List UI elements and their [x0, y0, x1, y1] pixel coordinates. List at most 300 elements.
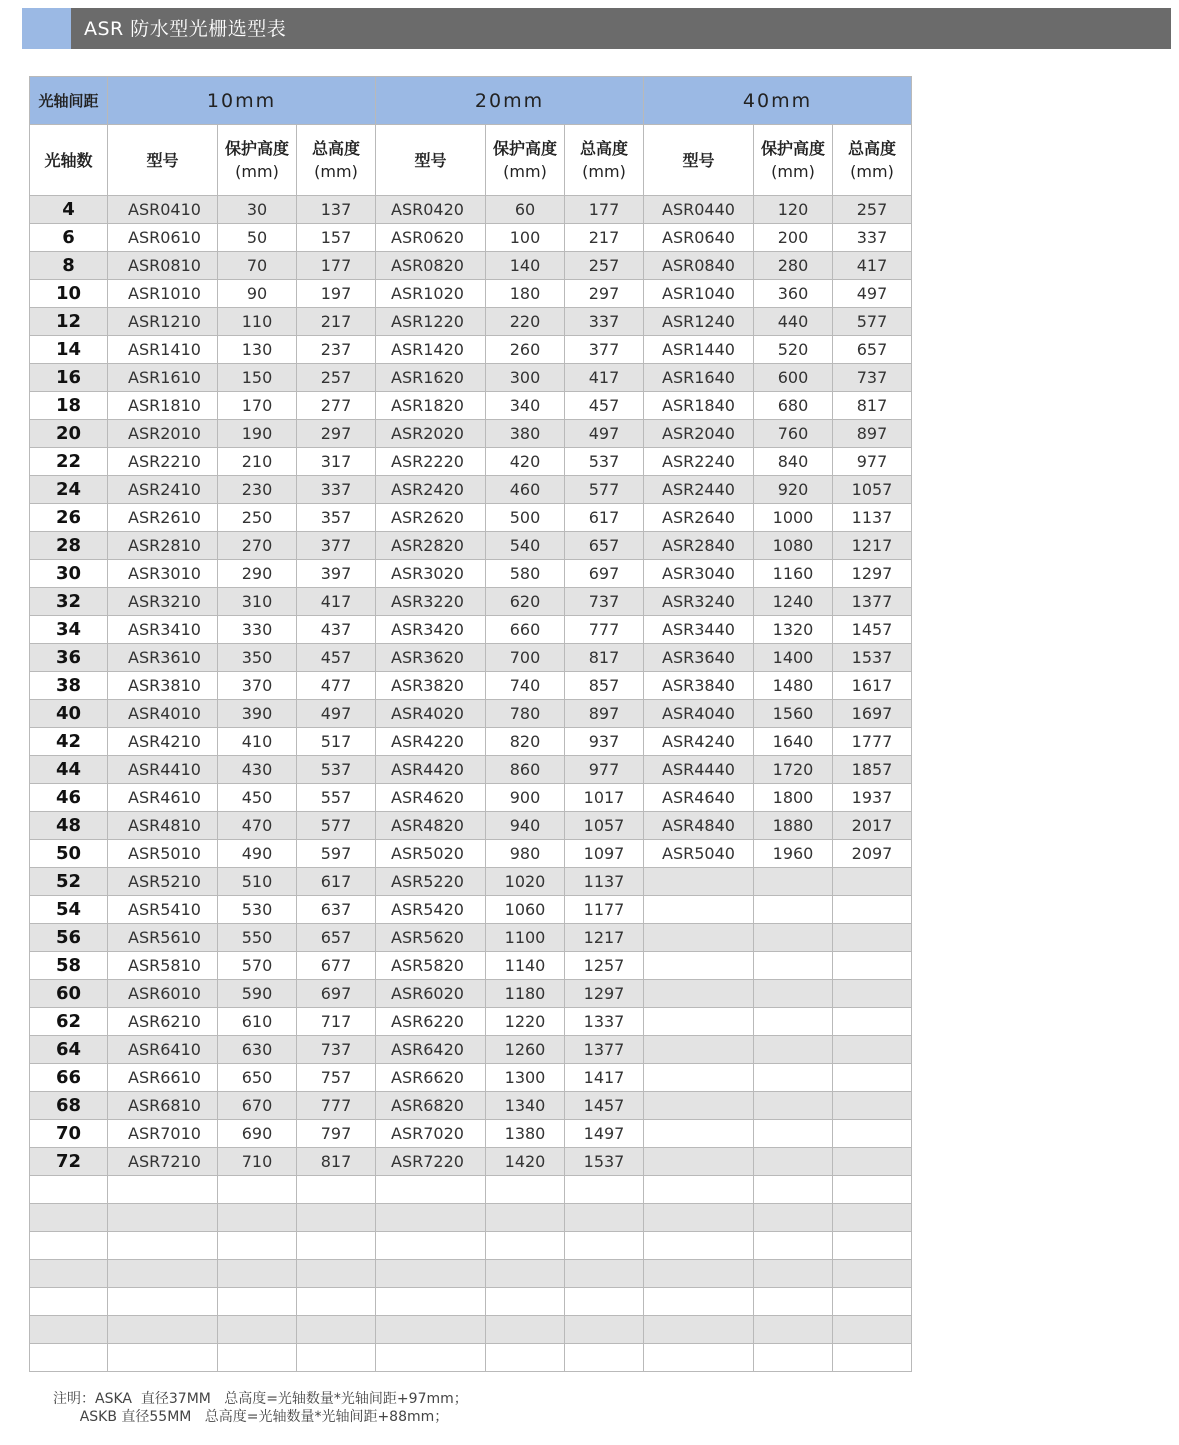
model-10mm-cell: ASR0810 [108, 252, 218, 280]
total-height-20mm-cell: 777 [565, 616, 644, 644]
table-row [30, 924, 912, 952]
total-height-10mm-cell: 397 [297, 560, 376, 588]
total-height-10mm-cell: 377 [297, 532, 376, 560]
model-20mm-cell: ASR7020 [376, 1120, 486, 1148]
model-20mm-cell: ASR7220 [376, 1148, 486, 1176]
protect-height-10mm-cell [218, 1176, 297, 1204]
total-height-20mm-cell [565, 1288, 644, 1316]
model-40mm-cell [644, 1148, 754, 1176]
total-height-20mm-cell: 617 [565, 504, 644, 532]
protect-height-10mm-cell: 510 [218, 868, 297, 896]
protect-height-10mm-cell: 690 [218, 1120, 297, 1148]
model-20mm-cell: ASR6620 [376, 1064, 486, 1092]
axis-count-cell: 54 [30, 896, 108, 924]
total-height-20mm-cell: 817 [565, 644, 644, 672]
table-row [30, 588, 912, 616]
unit-label: (mm) [503, 162, 547, 181]
model-20mm-cell [376, 1232, 486, 1260]
model-20mm-cell: ASR2820 [376, 532, 486, 560]
protect-height-20mm-cell: 580 [486, 560, 565, 588]
model-40mm-cell: ASR3440 [644, 616, 754, 644]
model-20mm-cell: ASR5220 [376, 868, 486, 896]
total-height-20mm-cell: 1057 [565, 812, 644, 840]
protect-height-10mm-cell: 530 [218, 896, 297, 924]
table-row [30, 756, 912, 784]
table-row [30, 1064, 912, 1092]
total-height-20mm-cell: 1297 [565, 980, 644, 1008]
model-10mm-cell: ASR5610 [108, 924, 218, 952]
model-10mm-cell [108, 1232, 218, 1260]
table-row [30, 476, 912, 504]
protect-height-10mm-cell: 170 [218, 392, 297, 420]
model-20mm-cell: ASR0820 [376, 252, 486, 280]
protect-height-20mm-cell: 1180 [486, 980, 565, 1008]
model-10mm-cell: ASR3010 [108, 560, 218, 588]
model-10mm-cell: ASR2410 [108, 476, 218, 504]
model-10mm-cell: ASR3610 [108, 644, 218, 672]
table-row [30, 868, 912, 896]
model-40mm-cell [644, 1316, 754, 1344]
protect-height-20mm-cell: 260 [486, 336, 565, 364]
protect-height-10mm-cell: 550 [218, 924, 297, 952]
protect-height-20mm-cell: 660 [486, 616, 565, 644]
table-row [30, 896, 912, 924]
table-row [30, 308, 912, 336]
total-height-10mm-cell: 257 [297, 364, 376, 392]
model-20mm-cell: ASR2220 [376, 448, 486, 476]
protect-height-header [218, 125, 297, 196]
model-10mm-cell: ASR6810 [108, 1092, 218, 1120]
protect-height-label: 保护高度 [492, 139, 557, 158]
model-20mm-cell: ASR0620 [376, 224, 486, 252]
model-20mm-cell [376, 1316, 486, 1344]
table-row [30, 280, 912, 308]
model-20mm-cell: ASR3020 [376, 560, 486, 588]
axis-count-cell: 38 [30, 672, 108, 700]
total-height-20mm-cell: 377 [565, 336, 644, 364]
table-row [30, 392, 912, 420]
protect-height-label: 保护高度 [760, 139, 825, 158]
total-height-40mm-cell [833, 1092, 912, 1120]
protect-height-10mm-cell [218, 1232, 297, 1260]
table-row [30, 364, 912, 392]
total-height-10mm-cell: 537 [297, 756, 376, 784]
model-10mm-cell: ASR2210 [108, 448, 218, 476]
axis-count-cell: 40 [30, 700, 108, 728]
total-height-40mm-cell: 577 [833, 308, 912, 336]
unit-label: (mm) [771, 162, 815, 181]
model-header: 型号 [376, 125, 486, 196]
model-20mm-cell: ASR2420 [376, 476, 486, 504]
spacing-header-row [30, 77, 912, 125]
protect-height-10mm-cell: 150 [218, 364, 297, 392]
total-height-40mm-cell [833, 1036, 912, 1064]
total-height-20mm-cell [565, 1204, 644, 1232]
model-10mm-cell: ASR4410 [108, 756, 218, 784]
protect-height-20mm-cell: 460 [486, 476, 565, 504]
total-height-10mm-cell: 817 [297, 1148, 376, 1176]
protect-height-20mm-cell: 1140 [486, 952, 565, 980]
protect-height-40mm-cell: 840 [754, 448, 833, 476]
protect-height-40mm-cell: 760 [754, 420, 833, 448]
axis-count-cell: 26 [30, 504, 108, 532]
protect-height-20mm-cell [486, 1176, 565, 1204]
table-row [30, 252, 912, 280]
total-height-20mm-cell: 1017 [565, 784, 644, 812]
model-10mm-cell: ASR1410 [108, 336, 218, 364]
total-height-10mm-cell: 497 [297, 700, 376, 728]
group-10mm-header: 10mm [108, 77, 376, 125]
total-height-10mm-cell: 757 [297, 1064, 376, 1092]
protect-height-20mm-cell: 980 [486, 840, 565, 868]
total-height-20mm-cell [565, 1316, 644, 1344]
protect-height-10mm-cell: 250 [218, 504, 297, 532]
model-10mm-cell: ASR7210 [108, 1148, 218, 1176]
table-row [30, 728, 912, 756]
protect-height-40mm-cell: 1240 [754, 588, 833, 616]
model-40mm-cell [644, 896, 754, 924]
total-height-20mm-cell [565, 1232, 644, 1260]
model-20mm-cell: ASR3820 [376, 672, 486, 700]
spacing-corner-label: 光轴间距 [30, 77, 108, 125]
protect-height-40mm-cell [754, 1232, 833, 1260]
model-20mm-cell: ASR0420 [376, 196, 486, 224]
protect-height-10mm-cell: 590 [218, 980, 297, 1008]
model-10mm-cell [108, 1316, 218, 1344]
model-40mm-cell: ASR1240 [644, 308, 754, 336]
protect-height-40mm-cell: 200 [754, 224, 833, 252]
total-height-40mm-cell [833, 896, 912, 924]
axis-count-cell: 62 [30, 1008, 108, 1036]
total-height-10mm-cell [297, 1260, 376, 1288]
total-height-40mm-cell [833, 1232, 912, 1260]
total-height-40mm-cell [833, 952, 912, 980]
protect-height-20mm-cell [486, 1260, 565, 1288]
model-20mm-cell: ASR1820 [376, 392, 486, 420]
protect-height-10mm-cell: 490 [218, 840, 297, 868]
total-height-20mm-cell: 297 [565, 280, 644, 308]
total-height-20mm-cell: 577 [565, 476, 644, 504]
total-height-20mm-cell [565, 1260, 644, 1288]
model-40mm-cell [644, 868, 754, 896]
protect-height-40mm-cell [754, 1260, 833, 1288]
protect-height-10mm-cell: 570 [218, 952, 297, 980]
table-row [30, 1260, 912, 1288]
protect-height-40mm-cell: 1160 [754, 560, 833, 588]
unit-label: (mm) [582, 162, 626, 181]
table-row [30, 560, 912, 588]
model-10mm-cell: ASR2810 [108, 532, 218, 560]
axis-count-cell: 16 [30, 364, 108, 392]
protect-height-10mm-cell: 190 [218, 420, 297, 448]
total-height-20mm-cell: 337 [565, 308, 644, 336]
axis-count-cell [30, 1204, 108, 1232]
model-10mm-cell: ASR4810 [108, 812, 218, 840]
total-height-20mm-cell: 497 [565, 420, 644, 448]
protect-height-20mm-cell [486, 1344, 565, 1372]
model-20mm-cell: ASR1220 [376, 308, 486, 336]
protect-height-20mm-cell: 820 [486, 728, 565, 756]
axis-count-cell: 70 [30, 1120, 108, 1148]
model-20mm-cell [376, 1344, 486, 1372]
protect-height-10mm-cell: 210 [218, 448, 297, 476]
model-40mm-cell [644, 1120, 754, 1148]
model-10mm-cell: ASR2610 [108, 504, 218, 532]
axis-count-cell: 28 [30, 532, 108, 560]
total-height-40mm-cell: 497 [833, 280, 912, 308]
total-height-40mm-cell [833, 924, 912, 952]
axis-count-cell: 14 [30, 336, 108, 364]
model-20mm-cell: ASR2020 [376, 420, 486, 448]
model-20mm-cell: ASR5820 [376, 952, 486, 980]
axis-count-cell: 48 [30, 812, 108, 840]
total-height-10mm-cell: 797 [297, 1120, 376, 1148]
model-10mm-cell: ASR0410 [108, 196, 218, 224]
model-10mm-cell: ASR6210 [108, 1008, 218, 1036]
table-body [30, 196, 912, 1372]
total-height-20mm-cell: 1097 [565, 840, 644, 868]
model-40mm-cell: ASR2640 [644, 504, 754, 532]
protect-height-40mm-cell: 1480 [754, 672, 833, 700]
total-height-10mm-cell: 737 [297, 1036, 376, 1064]
total-height-20mm-cell: 1137 [565, 868, 644, 896]
axis-count-cell [30, 1232, 108, 1260]
model-40mm-cell [644, 980, 754, 1008]
total-height-10mm-cell: 597 [297, 840, 376, 868]
axis-count-cell: 44 [30, 756, 108, 784]
protect-height-header [486, 125, 565, 196]
protect-height-40mm-cell [754, 924, 833, 952]
protect-height-40mm-cell [754, 1344, 833, 1372]
model-40mm-cell [644, 1204, 754, 1232]
total-height-10mm-cell: 277 [297, 392, 376, 420]
model-20mm-cell [376, 1260, 486, 1288]
model-40mm-cell: ASR1440 [644, 336, 754, 364]
axis-count-cell [30, 1316, 108, 1344]
total-height-10mm-cell: 517 [297, 728, 376, 756]
total-height-40mm-cell: 1857 [833, 756, 912, 784]
model-10mm-cell: ASR6610 [108, 1064, 218, 1092]
axis-count-cell: 60 [30, 980, 108, 1008]
protect-height-10mm-cell: 650 [218, 1064, 297, 1092]
table-row [30, 616, 912, 644]
model-20mm-cell: ASR6420 [376, 1036, 486, 1064]
table-row [30, 504, 912, 532]
protect-height-10mm-cell: 110 [218, 308, 297, 336]
model-20mm-cell [376, 1288, 486, 1316]
protect-height-40mm-cell [754, 868, 833, 896]
total-height-10mm-cell [297, 1204, 376, 1232]
model-10mm-cell: ASR3810 [108, 672, 218, 700]
total-height-40mm-cell: 977 [833, 448, 912, 476]
protect-height-40mm-cell [754, 1316, 833, 1344]
total-height-20mm-cell: 1177 [565, 896, 644, 924]
total-height-10mm-cell: 197 [297, 280, 376, 308]
table-row [30, 840, 912, 868]
total-height-20mm-cell: 1257 [565, 952, 644, 980]
axis-count-cell: 4 [30, 196, 108, 224]
protect-height-20mm-cell: 780 [486, 700, 565, 728]
total-height-header [833, 125, 912, 196]
protect-height-40mm-cell: 1720 [754, 756, 833, 784]
model-40mm-cell: ASR0840 [644, 252, 754, 280]
table-row [30, 952, 912, 980]
protect-height-40mm-cell [754, 1120, 833, 1148]
total-height-40mm-cell: 257 [833, 196, 912, 224]
model-20mm-cell: ASR4620 [376, 784, 486, 812]
protect-height-20mm-cell: 740 [486, 672, 565, 700]
protect-height-20mm-cell: 1300 [486, 1064, 565, 1092]
model-10mm-cell: ASR4210 [108, 728, 218, 756]
total-height-10mm-cell: 557 [297, 784, 376, 812]
protect-height-10mm-cell [218, 1344, 297, 1372]
total-height-40mm-cell: 2017 [833, 812, 912, 840]
model-40mm-cell [644, 1064, 754, 1092]
total-height-20mm-cell [565, 1176, 644, 1204]
model-40mm-cell: ASR4040 [644, 700, 754, 728]
model-40mm-cell: ASR2040 [644, 420, 754, 448]
protect-height-40mm-cell: 1000 [754, 504, 833, 532]
model-40mm-cell: ASR4240 [644, 728, 754, 756]
table-row [30, 1036, 912, 1064]
protect-height-10mm-cell [218, 1204, 297, 1232]
model-header: 型号 [644, 125, 754, 196]
protect-height-header [754, 125, 833, 196]
protect-height-10mm-cell: 30 [218, 196, 297, 224]
protect-height-40mm-cell: 1400 [754, 644, 833, 672]
protect-height-40mm-cell: 1320 [754, 616, 833, 644]
protect-height-40mm-cell: 1960 [754, 840, 833, 868]
model-10mm-cell [108, 1344, 218, 1372]
total-height-label: 总高度 [311, 139, 360, 158]
protect-height-20mm-cell: 100 [486, 224, 565, 252]
total-height-40mm-cell: 1297 [833, 560, 912, 588]
protect-height-10mm-cell: 350 [218, 644, 297, 672]
table-row [30, 448, 912, 476]
protect-height-10mm-cell: 390 [218, 700, 297, 728]
axis-count-cell: 46 [30, 784, 108, 812]
total-height-40mm-cell [833, 1148, 912, 1176]
group-40mm-header: 40mm [644, 77, 912, 125]
axis-count-cell: 18 [30, 392, 108, 420]
model-40mm-cell: ASR3040 [644, 560, 754, 588]
total-height-40mm-cell: 817 [833, 392, 912, 420]
protect-height-10mm-cell: 290 [218, 560, 297, 588]
total-height-10mm-cell: 317 [297, 448, 376, 476]
protect-height-40mm-cell [754, 1092, 833, 1120]
model-40mm-cell: ASR3840 [644, 672, 754, 700]
axis-count-cell: 42 [30, 728, 108, 756]
protect-height-40mm-cell: 1640 [754, 728, 833, 756]
total-height-40mm-cell [833, 1260, 912, 1288]
protect-height-20mm-cell: 940 [486, 812, 565, 840]
total-height-10mm-cell [297, 1288, 376, 1316]
model-10mm-cell: ASR5210 [108, 868, 218, 896]
model-20mm-cell: ASR5620 [376, 924, 486, 952]
axis-count-cell: 68 [30, 1092, 108, 1120]
total-height-40mm-cell: 737 [833, 364, 912, 392]
total-height-40mm-cell [833, 980, 912, 1008]
axis-count-cell: 10 [30, 280, 108, 308]
protect-height-10mm-cell: 70 [218, 252, 297, 280]
model-10mm-cell: ASR2010 [108, 420, 218, 448]
total-height-header [297, 125, 376, 196]
protect-height-20mm-cell: 300 [486, 364, 565, 392]
model-40mm-cell: ASR0640 [644, 224, 754, 252]
total-height-40mm-cell: 1537 [833, 644, 912, 672]
protect-height-40mm-cell [754, 1064, 833, 1092]
protect-height-20mm-cell: 60 [486, 196, 565, 224]
protect-height-20mm-cell: 1420 [486, 1148, 565, 1176]
total-height-20mm-cell: 177 [565, 196, 644, 224]
title-accent-block [22, 8, 71, 49]
axis-count-cell: 24 [30, 476, 108, 504]
axis-count-cell [30, 1176, 108, 1204]
protect-height-10mm-cell: 670 [218, 1092, 297, 1120]
model-40mm-cell: ASR3640 [644, 644, 754, 672]
table-row [30, 1176, 912, 1204]
total-height-40mm-cell: 1137 [833, 504, 912, 532]
axis-count-cell: 34 [30, 616, 108, 644]
total-height-20mm-cell: 657 [565, 532, 644, 560]
axis-count-cell: 8 [30, 252, 108, 280]
protect-height-40mm-cell: 120 [754, 196, 833, 224]
model-10mm-cell: ASR4610 [108, 784, 218, 812]
model-10mm-cell: ASR1010 [108, 280, 218, 308]
protect-height-40mm-cell [754, 1204, 833, 1232]
protect-height-40mm-cell [754, 1036, 833, 1064]
unit-label: (mm) [314, 162, 358, 181]
model-40mm-cell [644, 1092, 754, 1120]
protect-height-40mm-cell [754, 980, 833, 1008]
protect-height-20mm-cell: 1020 [486, 868, 565, 896]
protect-height-20mm-cell: 500 [486, 504, 565, 532]
total-height-20mm-cell: 737 [565, 588, 644, 616]
total-height-10mm-cell: 617 [297, 868, 376, 896]
protect-height-40mm-cell [754, 952, 833, 980]
protect-height-40mm-cell: 1800 [754, 784, 833, 812]
total-height-40mm-cell: 1217 [833, 532, 912, 560]
protect-height-20mm-cell: 1060 [486, 896, 565, 924]
axis-count-cell: 22 [30, 448, 108, 476]
axis-count-cell: 6 [30, 224, 108, 252]
protect-height-40mm-cell: 1080 [754, 532, 833, 560]
model-10mm-cell: ASR5410 [108, 896, 218, 924]
total-height-10mm-cell: 297 [297, 420, 376, 448]
total-height-20mm-cell: 1497 [565, 1120, 644, 1148]
table-row [30, 980, 912, 1008]
total-height-10mm-cell: 697 [297, 980, 376, 1008]
total-height-10mm-cell [297, 1232, 376, 1260]
protect-height-20mm-cell [486, 1288, 565, 1316]
protect-height-10mm-cell [218, 1288, 297, 1316]
model-40mm-cell: ASR0440 [644, 196, 754, 224]
protect-height-20mm-cell: 1100 [486, 924, 565, 952]
table-row [30, 784, 912, 812]
model-20mm-cell: ASR1020 [376, 280, 486, 308]
total-height-20mm-cell: 1337 [565, 1008, 644, 1036]
protect-height-40mm-cell [754, 1148, 833, 1176]
table-row [30, 700, 912, 728]
table-row [30, 420, 912, 448]
total-height-40mm-cell [833, 1176, 912, 1204]
protect-height-20mm-cell: 860 [486, 756, 565, 784]
model-10mm-cell: ASR1810 [108, 392, 218, 420]
total-height-10mm-cell [297, 1344, 376, 1372]
total-height-40mm-cell [833, 1344, 912, 1372]
axis-count-cell [30, 1288, 108, 1316]
total-height-20mm-cell: 537 [565, 448, 644, 476]
